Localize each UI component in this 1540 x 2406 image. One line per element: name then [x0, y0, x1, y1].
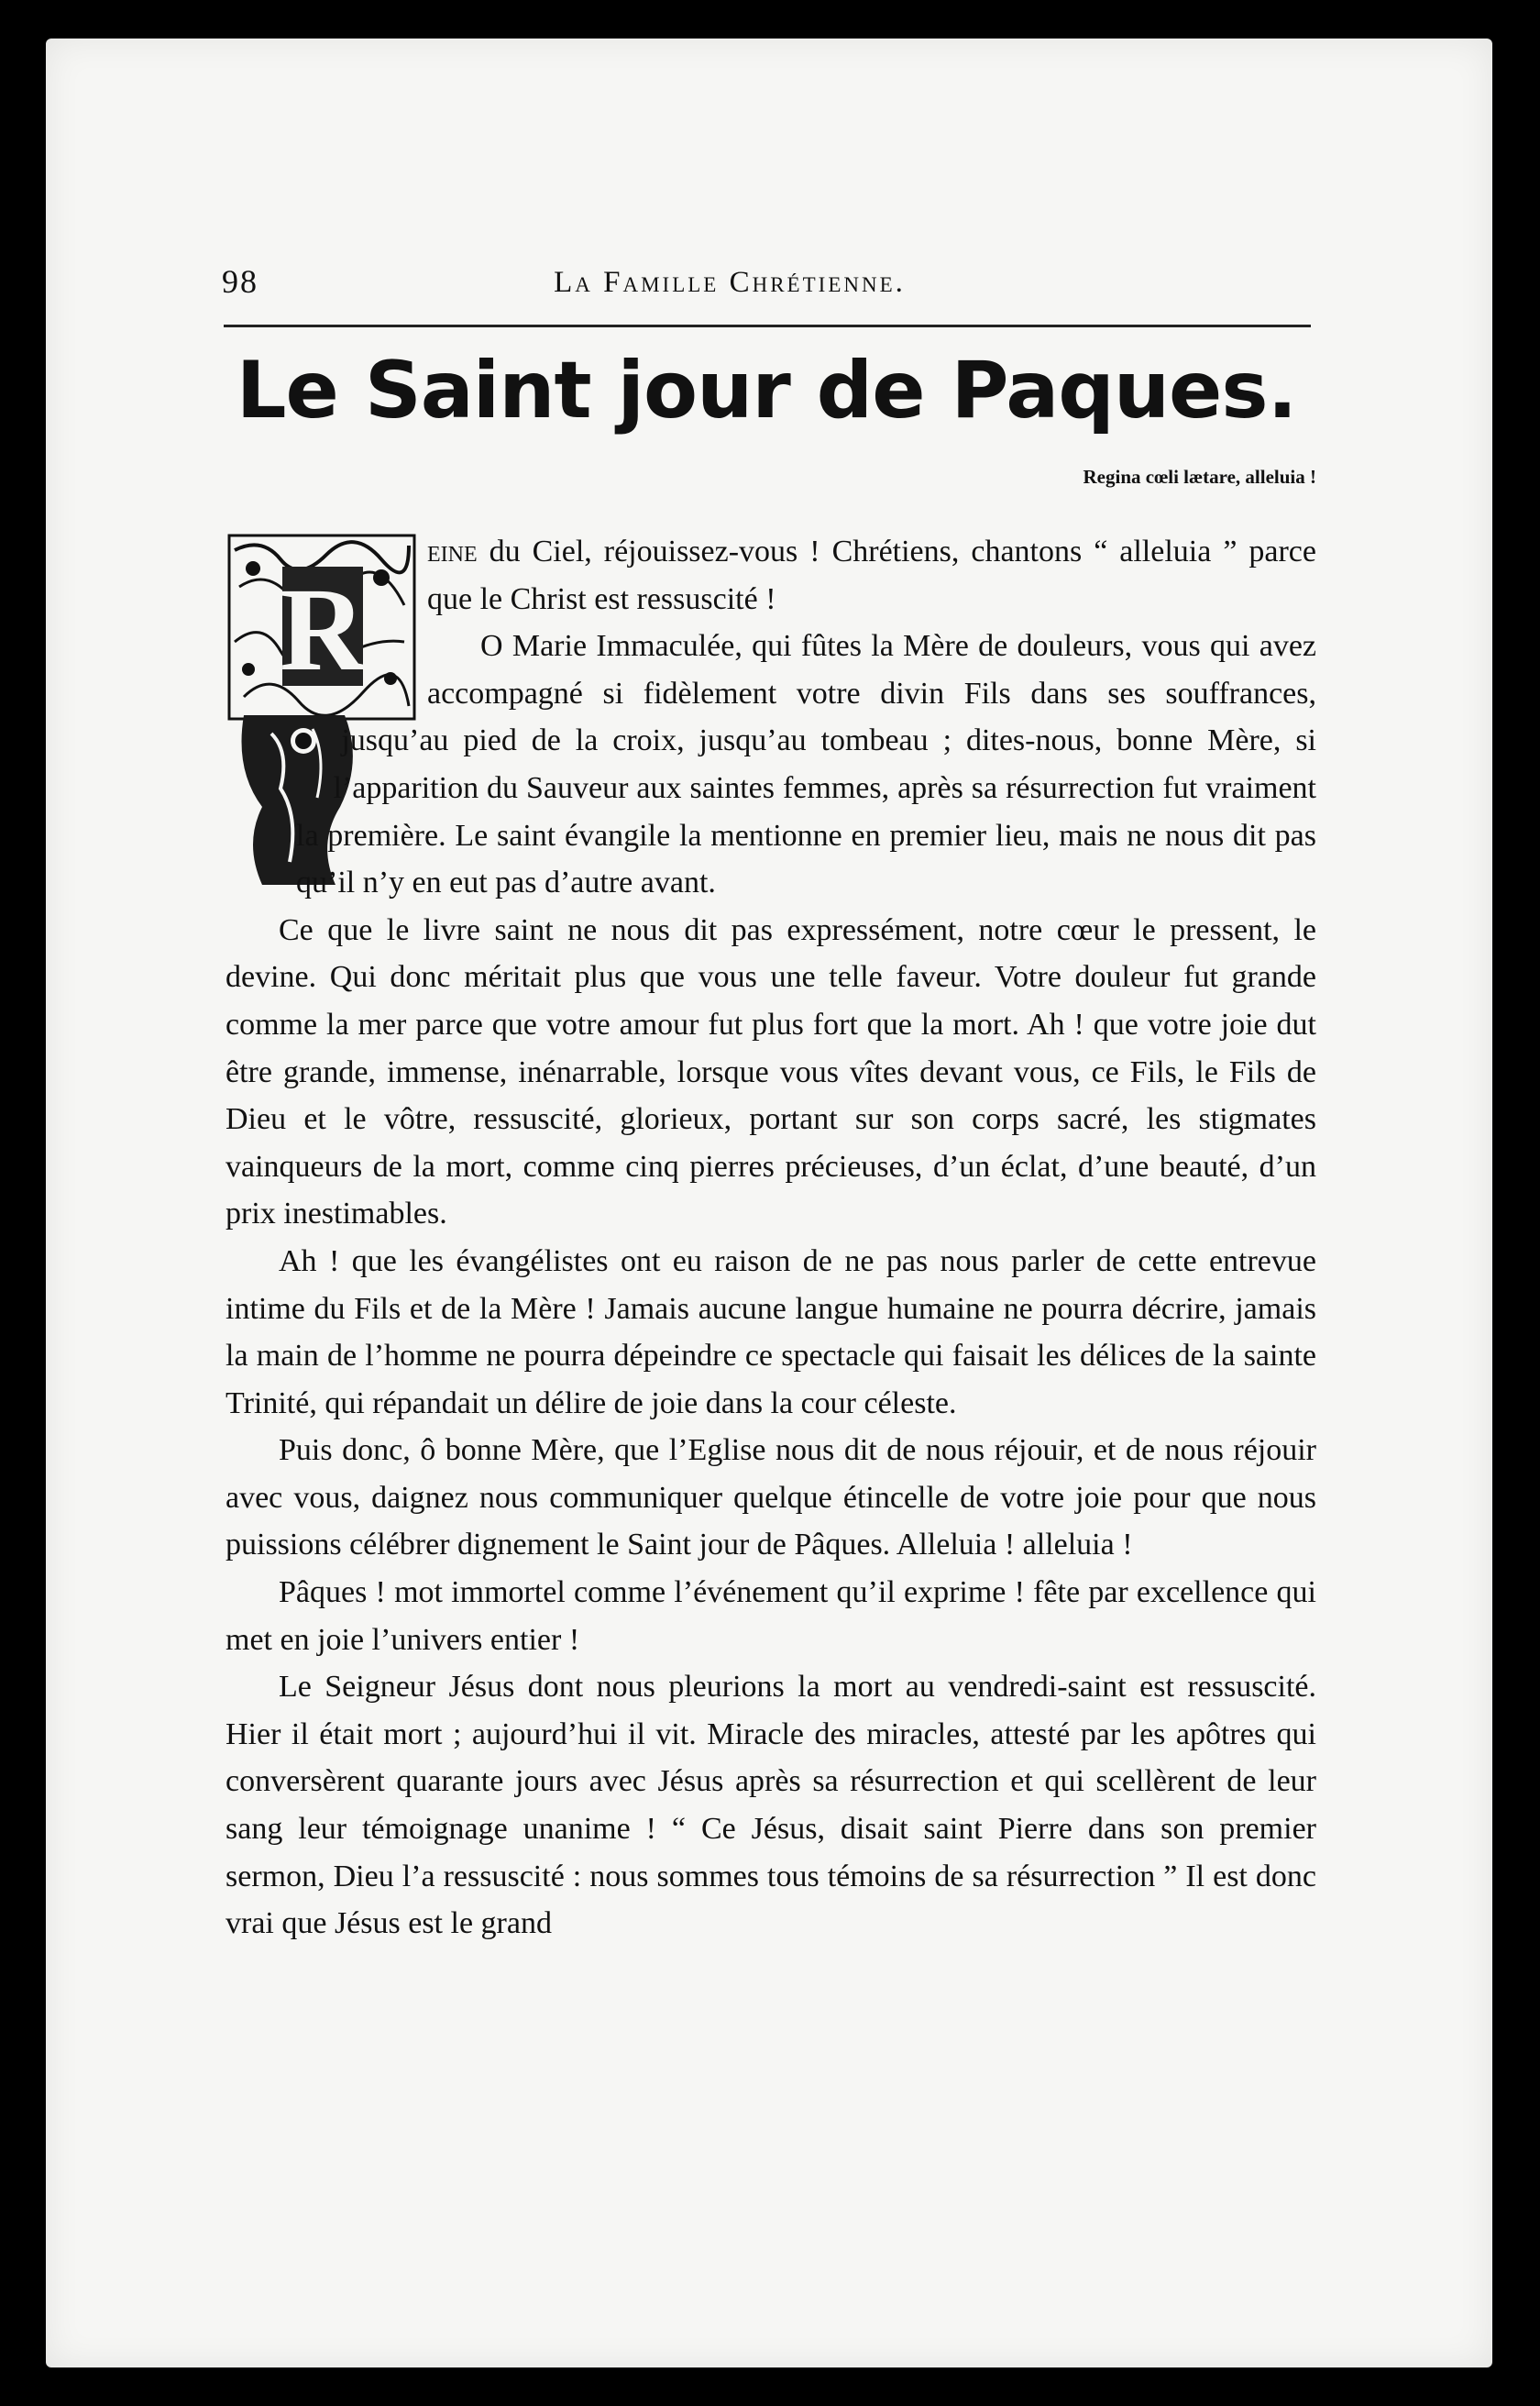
epigraph: Regina cœli lætare, alleluia !	[1083, 466, 1316, 488]
running-title: La Famille Chrétienne.	[554, 266, 906, 299]
article-body	[226, 528, 1316, 1948]
paragraph-1-text: du Ciel, réjouissez-vous ! Chrétiens, chantons “ alleluia ” parce que le Christ est ressuscité !	[427, 535, 1316, 616]
paragraph-7: Le Seigneur Jésus dont nous pleurions la mort au vendredi-saint est ressuscité. Hier il était mort ; aujourd’hui il vit. Miracle des miracles, attesté par les apôtres qui conversèrent quarante jours avec Jésus après sa résurrection et qui scellèrent de leur sang leur témoignage unanime ! “ Ce Jésus, disait saint Pierre dans son premier sermon, Dieu l’a ressuscité : nous sommes tous témoins de sa résurrection ” Il est donc vrai que Jésus est le grand	[226, 1670, 1316, 1941]
paragraph-3: Ce que le livre saint ne nous dit pas expressément, notre cœur le pressent, le devine. Qui donc méritait plus que vous une telle faveur. Votre douleur fut grande comme la mer parce que votre amour fut plus fort que la mort. Ah ! que votre joie dut être grande, immense, inénarrable, lorsque vous vîtes devant vous, ce Fils, le Fils de Dieu et le vôtre, ressuscité, glorieux, portant sur son corps sacré, les stigmates vainqueurs de la mort, comme cinq pierres précieuses, d’un éclat, d’une beauté, d’un prix inestimables.	[226, 912, 1316, 1231]
paragraph-5: Puis donc, ô bonne Mère, que l’Eglise nous dit de nous réjouir, et de nous réjouir avec vous, daignez nous communiquer quelque étincelle de votre joie pour que nous puissions célébrer dignement le Saint jour de Pâques. Alleluia ! alleluia !	[226, 1433, 1316, 1562]
article-title: Le Saint jour de Paques.	[236, 345, 1297, 436]
paragraph-2: O Marie Immaculée, qui fûtes la Mère de douleurs, vous qui avez accompagné si fidèlement votre divin Fils dans ses souffrances, jusqu’au pied de la croix, jusqu’au tombeau ; dites-nous, bonne Mère, si l’apparition du Sauveur aux saintes femmes, après sa résurrection fut vraiment la première. Le saint évangile la mentionne en premier lieu, mais ne nous dit pas qu’il n’y en eut pas d’autre avant.	[296, 629, 1316, 900]
header-rule	[224, 325, 1311, 327]
drop-cap-letter: R	[280, 564, 366, 696]
paragraph-4: Ah ! que les évangélistes ont eu raison de ne pas nous parler de cette entrevue intime du Fils et de la Mère ! Jamais aucune langue humaine ne pourra décrire, jamais la main de l’homme ne pourra dépeindre ce spectacle qui faisait les délices de la sainte Trinité, qui répandait un délire de joie dans la cour céleste.	[226, 1243, 1316, 1420]
opening-word: eine	[427, 535, 478, 568]
page-number: 98	[222, 263, 258, 300]
paragraph-6: Pâques ! mot immortel comme l’événement qu’il exprime ! fête par excellence qui met en joie l’univers entier !	[226, 1575, 1316, 1657]
running-head	[180, 226, 1280, 300]
page-content	[180, 226, 1316, 1941]
